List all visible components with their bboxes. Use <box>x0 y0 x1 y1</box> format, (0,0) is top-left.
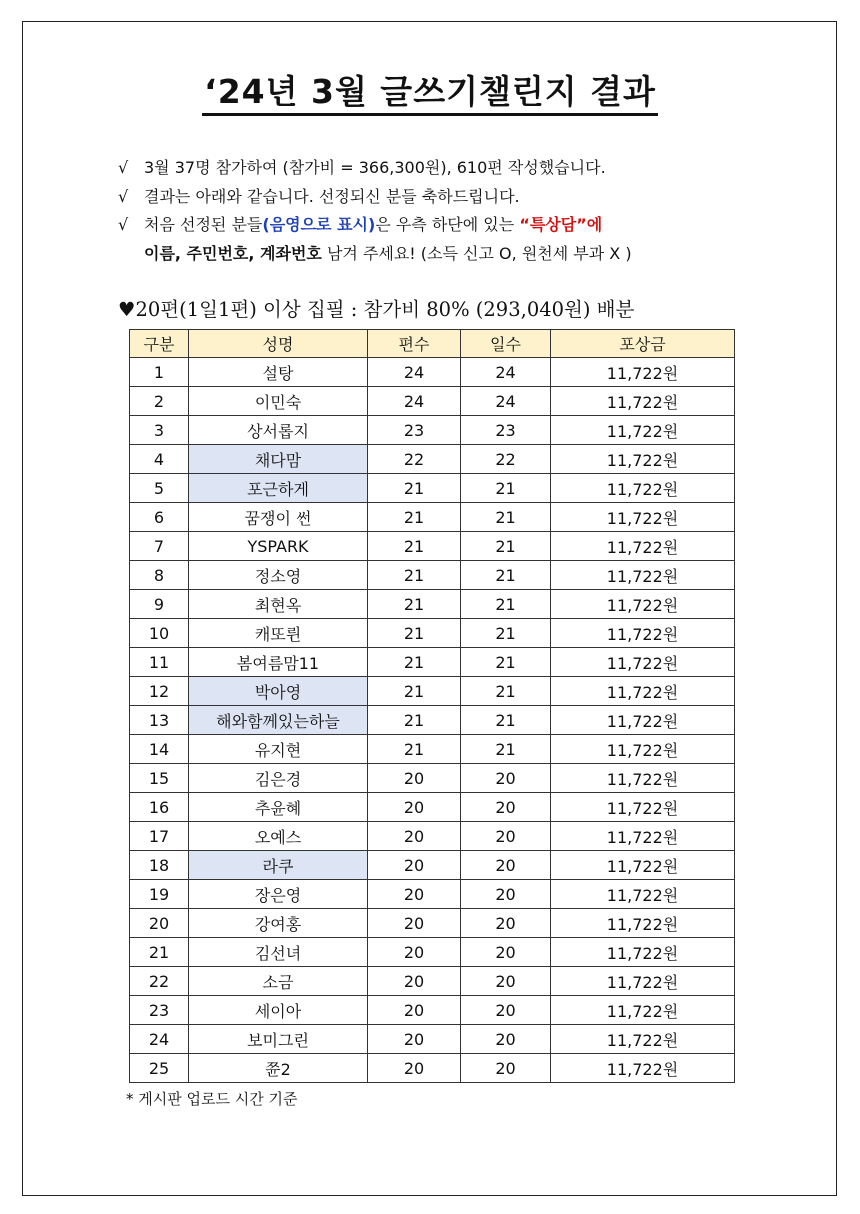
cell-no: 21 <box>130 938 189 967</box>
cell-posts: 22 <box>368 445 461 474</box>
cell-days: 23 <box>461 416 551 445</box>
required-info: 이름, 주민번호, 계좌번호 <box>144 243 322 263</box>
cell-posts: 21 <box>368 474 461 503</box>
cell-days: 21 <box>461 648 551 677</box>
cell-no: 9 <box>130 590 189 619</box>
footnote: * 게시판 업로드 시간 기준 <box>126 1090 298 1108</box>
results-table <box>129 329 735 1083</box>
section-heading: ♥20편(1일1편) 이상 집필 : 참가비 80% (293,040원) 배분 <box>118 298 635 321</box>
cell-name: 오예스 <box>189 822 368 851</box>
cell-prize: 11,722원 <box>551 474 735 503</box>
table-row <box>130 822 735 851</box>
table-row <box>130 677 735 706</box>
page-title <box>0 66 860 113</box>
cell-days: 20 <box>461 1054 551 1083</box>
header-prize: 포상금 <box>551 330 735 358</box>
cell-days: 21 <box>461 706 551 735</box>
cell-no: 13 <box>130 706 189 735</box>
title-text: ‘24년 3월 글쓰기챌린지 결과 <box>202 72 658 116</box>
notice-text: 3월 37명 참가하여 (참가비 = 366,300원), 610편 작성했습니다. <box>144 158 606 177</box>
cell-name: 봄여름맘11 <box>189 648 368 677</box>
cell-prize: 11,722원 <box>551 561 735 590</box>
cell-no: 14 <box>130 735 189 764</box>
cell-posts: 20 <box>368 938 461 967</box>
table-row <box>130 561 735 590</box>
cell-posts: 21 <box>368 561 461 590</box>
table-body <box>130 358 735 1083</box>
cell-posts: 21 <box>368 590 461 619</box>
cell-days: 20 <box>461 822 551 851</box>
cell-days: 20 <box>461 851 551 880</box>
cell-days: 21 <box>461 619 551 648</box>
cell-posts: 21 <box>368 619 461 648</box>
cell-posts: 20 <box>368 909 461 938</box>
cell-no: 3 <box>130 416 189 445</box>
cell-name: 보미그린 <box>189 1025 368 1054</box>
check-icon: √ <box>118 158 129 177</box>
cell-posts: 20 <box>368 822 461 851</box>
cell-no: 2 <box>130 387 189 416</box>
cell-no: 25 <box>130 1054 189 1083</box>
notice-text: 남겨 주세요! (소득 신고 O, 원천세 부과 X ) <box>321 243 632 263</box>
cell-days: 20 <box>461 764 551 793</box>
cell-prize: 11,722원 <box>551 735 735 764</box>
table-row <box>130 416 735 445</box>
table-row <box>130 1025 735 1054</box>
cell-no: 6 <box>130 503 189 532</box>
cell-prize: 11,722원 <box>551 706 735 735</box>
special-board-label: “특상담”에 <box>519 215 603 234</box>
cell-no: 7 <box>130 532 189 561</box>
cell-days: 20 <box>461 909 551 938</box>
cell-name: 김선녀 <box>189 938 368 967</box>
cell-posts: 21 <box>368 677 461 706</box>
cell-prize: 11,722원 <box>551 503 735 532</box>
cell-days: 21 <box>461 677 551 706</box>
cell-prize: 11,722원 <box>551 677 735 706</box>
cell-days: 20 <box>461 1025 551 1054</box>
table-row <box>130 996 735 1025</box>
cell-prize: 11,722원 <box>551 764 735 793</box>
check-icon: √ <box>118 215 129 234</box>
cell-posts: 20 <box>368 851 461 880</box>
cell-no: 8 <box>130 561 189 590</box>
notice-text: 결과는 아래와 같습니다. 선정되신 분들 축하드립니다. <box>144 186 520 206</box>
cell-prize: 11,722원 <box>551 532 735 561</box>
table-row <box>130 706 735 735</box>
cell-no: 20 <box>130 909 189 938</box>
cell-posts: 21 <box>368 706 461 735</box>
cell-no: 17 <box>130 822 189 851</box>
cell-no: 1 <box>130 358 189 387</box>
header-name: 성명 <box>189 330 368 358</box>
cell-name: 꿈쟁이 썬 <box>189 503 368 532</box>
cell-no: 18 <box>130 851 189 880</box>
cell-posts: 20 <box>368 967 461 996</box>
cell-no: 11 <box>130 648 189 677</box>
cell-days: 21 <box>461 474 551 503</box>
cell-name: 박아영 <box>189 677 368 706</box>
cell-name: 유지현 <box>189 735 368 764</box>
notice-line-4 <box>118 240 632 269</box>
cell-no: 5 <box>130 474 189 503</box>
table-row <box>130 358 735 387</box>
cell-name: 채다맘 <box>189 445 368 474</box>
cell-name: 장은영 <box>189 880 368 909</box>
cell-name: 세이아 <box>189 996 368 1025</box>
cell-days: 20 <box>461 938 551 967</box>
cell-posts: 21 <box>368 532 461 561</box>
table-row <box>130 590 735 619</box>
cell-prize: 11,722원 <box>551 590 735 619</box>
cell-posts: 20 <box>368 1025 461 1054</box>
cell-days: 21 <box>461 735 551 764</box>
notice-text: 은 우측 하단에 있는 <box>375 215 520 234</box>
cell-prize: 11,722원 <box>551 880 735 909</box>
table-row <box>130 387 735 416</box>
cell-posts: 23 <box>368 416 461 445</box>
table-row <box>130 938 735 967</box>
table-row <box>130 445 735 474</box>
cell-no: 23 <box>130 996 189 1025</box>
cell-prize: 11,722원 <box>551 793 735 822</box>
cell-prize: 11,722원 <box>551 648 735 677</box>
header-days: 일수 <box>461 330 551 358</box>
cell-name: 정소영 <box>189 561 368 590</box>
check-icon: √ <box>118 186 129 206</box>
notice-line-1 <box>118 154 632 183</box>
notice-text: 처음 선정된 분들 <box>144 215 263 234</box>
cell-name: 라쿠 <box>189 851 368 880</box>
cell-days: 22 <box>461 445 551 474</box>
cell-no: 19 <box>130 880 189 909</box>
table-row <box>130 967 735 996</box>
cell-posts: 20 <box>368 1054 461 1083</box>
cell-prize: 11,722원 <box>551 445 735 474</box>
cell-prize: 11,722원 <box>551 822 735 851</box>
cell-prize: 11,722원 <box>551 938 735 967</box>
cell-days: 21 <box>461 561 551 590</box>
cell-prize: 11,722원 <box>551 996 735 1025</box>
header-no: 구분 <box>130 330 189 358</box>
cell-prize: 11,722원 <box>551 358 735 387</box>
cell-posts: 21 <box>368 648 461 677</box>
cell-posts: 24 <box>368 387 461 416</box>
cell-days: 21 <box>461 503 551 532</box>
cell-days: 20 <box>461 880 551 909</box>
notice-line-2 <box>118 183 632 212</box>
cell-days: 24 <box>461 358 551 387</box>
cell-no: 16 <box>130 793 189 822</box>
table-row <box>130 503 735 532</box>
cell-posts: 20 <box>368 996 461 1025</box>
cell-name: 상서롭지 <box>189 416 368 445</box>
table-row <box>130 764 735 793</box>
cell-name: YSPARK <box>189 532 368 561</box>
cell-days: 20 <box>461 793 551 822</box>
cell-name: 쮼2 <box>189 1054 368 1083</box>
cell-name: 김은경 <box>189 764 368 793</box>
table-row <box>130 619 735 648</box>
cell-prize: 11,722원 <box>551 1054 735 1083</box>
cell-prize: 11,722원 <box>551 387 735 416</box>
cell-no: 22 <box>130 967 189 996</box>
table-row <box>130 793 735 822</box>
cell-posts: 20 <box>368 793 461 822</box>
cell-days: 21 <box>461 532 551 561</box>
cell-days: 24 <box>461 387 551 416</box>
cell-posts: 21 <box>368 735 461 764</box>
cell-days: 20 <box>461 996 551 1025</box>
cell-prize: 11,722원 <box>551 967 735 996</box>
cell-name: 캐또륀 <box>189 619 368 648</box>
cell-days: 20 <box>461 967 551 996</box>
shaded-note: (음영으로 표시) <box>262 215 376 234</box>
table-row <box>130 880 735 909</box>
cell-name: 강여홍 <box>189 909 368 938</box>
table-row <box>130 851 735 880</box>
cell-prize: 11,722원 <box>551 416 735 445</box>
cell-prize: 11,722원 <box>551 619 735 648</box>
cell-days: 21 <box>461 590 551 619</box>
cell-name: 해와함께있는하늘 <box>189 706 368 735</box>
cell-name: 최현옥 <box>189 590 368 619</box>
cell-prize: 11,722원 <box>551 909 735 938</box>
table-header-row <box>130 330 735 358</box>
table-row <box>130 532 735 561</box>
table-row <box>130 474 735 503</box>
cell-no: 12 <box>130 677 189 706</box>
cell-posts: 20 <box>368 880 461 909</box>
cell-posts: 20 <box>368 764 461 793</box>
cell-no: 10 <box>130 619 189 648</box>
header-posts: 편수 <box>368 330 461 358</box>
cell-no: 15 <box>130 764 189 793</box>
table-row <box>130 648 735 677</box>
table-row <box>130 1054 735 1083</box>
cell-name: 설탕 <box>189 358 368 387</box>
cell-name: 추윤혜 <box>189 793 368 822</box>
cell-no: 4 <box>130 445 189 474</box>
notice-list <box>118 154 632 268</box>
cell-prize: 11,722원 <box>551 1025 735 1054</box>
cell-posts: 24 <box>368 358 461 387</box>
table-row <box>130 735 735 764</box>
notice-line-3 <box>118 211 632 240</box>
cell-prize: 11,722원 <box>551 851 735 880</box>
cell-posts: 21 <box>368 503 461 532</box>
cell-no: 24 <box>130 1025 189 1054</box>
cell-name: 이민숙 <box>189 387 368 416</box>
cell-name: 소금 <box>189 967 368 996</box>
table-row <box>130 909 735 938</box>
cell-name: 포근하게 <box>189 474 368 503</box>
